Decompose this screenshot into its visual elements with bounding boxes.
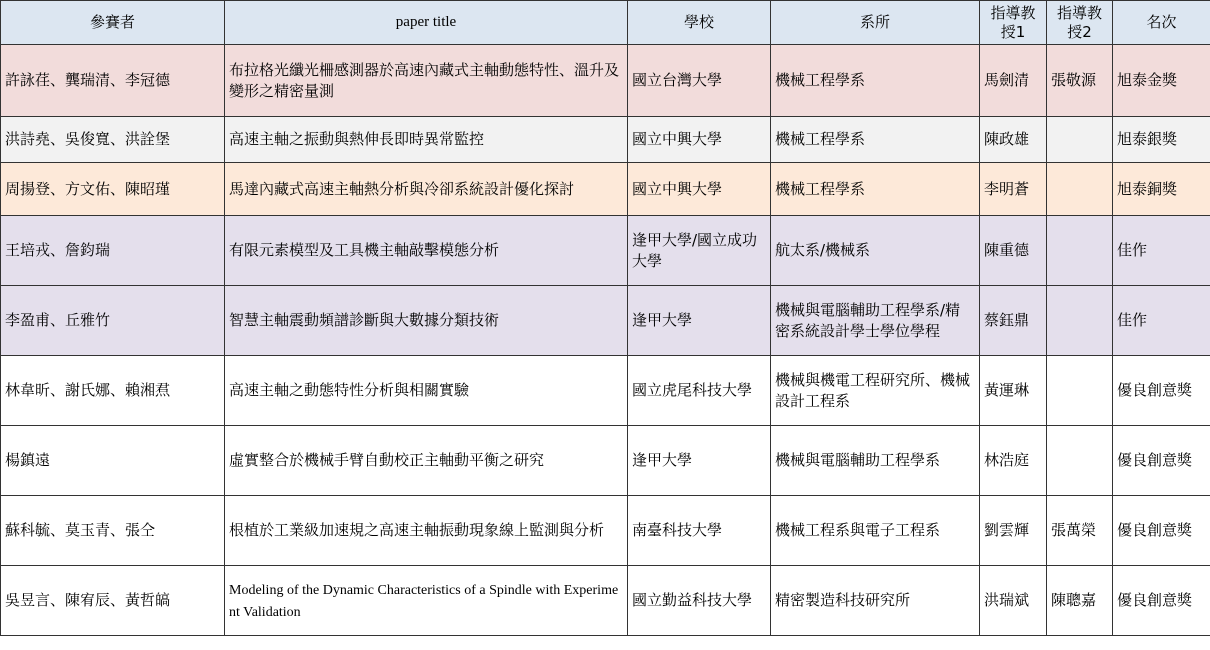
cell-advisor1: 陳政雄	[980, 117, 1047, 163]
cell-rank: 佳作	[1113, 216, 1210, 286]
cell-participants: 許詠荏、龔瑞清、李冠德	[1, 45, 225, 117]
cell-advisor1: 劉雲輝	[980, 496, 1047, 566]
cell-advisor2	[1047, 286, 1113, 356]
cell-paper-title: 馬達內藏式高速主軸熱分析與冷卻系統設計優化探討	[225, 163, 628, 216]
cell-rank: 佳作	[1113, 286, 1210, 356]
cell-school: 國立虎尾科技大學	[628, 356, 771, 426]
cell-rank: 優良創意獎	[1113, 566, 1210, 636]
cell-school: 逢甲大學/國立成功大學	[628, 216, 771, 286]
cell-department: 機械與機電工程研究所、機械設計工程系	[771, 356, 980, 426]
header-advisor2: 指導教授2	[1047, 1, 1113, 45]
cell-school: 南臺科技大學	[628, 496, 771, 566]
cell-advisor1: 黃運琳	[980, 356, 1047, 426]
cell-rank: 旭泰銀獎	[1113, 117, 1210, 163]
cell-participants: 吳昱言、陳宥辰、黃哲皜	[1, 566, 225, 636]
cell-paper-title: 有限元素模型及工具機主軸敲擊模態分析	[225, 216, 628, 286]
cell-department: 機械與電腦輔助工程學系	[771, 426, 980, 496]
cell-school: 國立台灣大學	[628, 45, 771, 117]
cell-participants: 王培戎、詹鈞瑞	[1, 216, 225, 286]
cell-paper-title: 高速主軸之振動與熱伸長即時異常監控	[225, 117, 628, 163]
cell-advisor2: 陳聰嘉	[1047, 566, 1113, 636]
header-paper-title: paper title	[225, 1, 628, 45]
cell-department: 機械工程學系	[771, 117, 980, 163]
table-row	[1, 566, 1210, 636]
cell-advisor1: 馬劍清	[980, 45, 1047, 117]
cell-school: 國立中興大學	[628, 163, 771, 216]
cell-advisor1: 林浩庭	[980, 426, 1047, 496]
cell-school: 逢甲大學	[628, 286, 771, 356]
cell-advisor2	[1047, 426, 1113, 496]
cell-school: 逢甲大學	[628, 426, 771, 496]
cell-department: 機械與電腦輔助工程學系/精密系統設計學士學位學程	[771, 286, 980, 356]
cell-paper-title: 高速主軸之動態特性分析與相關實驗	[225, 356, 628, 426]
cell-department: 機械工程學系	[771, 163, 980, 216]
cell-advisor1: 陳重德	[980, 216, 1047, 286]
cell-department: 航太系/機械系	[771, 216, 980, 286]
cell-school: 國立中興大學	[628, 117, 771, 163]
cell-school: 國立勤益科技大學	[628, 566, 771, 636]
cell-department: 機械工程學系	[771, 45, 980, 117]
cell-rank: 旭泰銅獎	[1113, 163, 1210, 216]
cell-paper-title: 布拉格光纖光柵感測器於高速內藏式主軸動態特性、溫升及變形之精密量測	[225, 45, 628, 117]
cell-advisor1: 蔡鈺鼎	[980, 286, 1047, 356]
table-row	[1, 496, 1210, 566]
cell-advisor2: 張敬源	[1047, 45, 1113, 117]
cell-advisor1: 洪瑞斌	[980, 566, 1047, 636]
table-row	[1, 117, 1210, 163]
cell-paper-title: 智慧主軸震動頻譜診斷與大數據分類技術	[225, 286, 628, 356]
table-row	[1, 163, 1210, 216]
cell-participants: 蘇科毓、莫玉青、張仝	[1, 496, 225, 566]
header-rank: 名次	[1113, 1, 1210, 45]
cell-rank: 優良創意獎	[1113, 496, 1210, 566]
table-row	[1, 45, 1210, 117]
cell-advisor2	[1047, 163, 1113, 216]
cell-advisor2	[1047, 117, 1113, 163]
english-paper-title: Modeling of the Dynamic Characteristics of a Spindle with Experiment Validation	[229, 582, 619, 620]
cell-advisor2: 張萬榮	[1047, 496, 1113, 566]
table-row	[1, 356, 1210, 426]
header-row	[1, 1, 1210, 45]
table-row	[1, 286, 1210, 356]
cell-department: 機械工程系與電子工程系	[771, 496, 980, 566]
cell-rank: 優良創意獎	[1113, 356, 1210, 426]
cell-participants: 周揚登、方文佑、陳昭瑾	[1, 163, 225, 216]
cell-paper-title: 根植於工業級加速規之高速主軸振動現象線上監測與分析	[225, 496, 628, 566]
cell-participants: 林韋昕、謝氏娜、賴湘焄	[1, 356, 225, 426]
header-department: 系所	[771, 1, 980, 45]
cell-participants: 洪詩堯、吳俊寬、洪詮堡	[1, 117, 225, 163]
header-participants: 參賽者	[1, 1, 225, 45]
cell-advisor2	[1047, 216, 1113, 286]
cell-advisor2	[1047, 356, 1113, 426]
cell-paper-title: 虛實整合於機械手臂自動校正主軸動平衡之研究	[225, 426, 628, 496]
cell-participants: 李盈甫、丘雅竹	[1, 286, 225, 356]
cell-advisor1: 李明蒼	[980, 163, 1047, 216]
header-advisor1: 指導教授1	[980, 1, 1047, 45]
cell-participants: 楊鎮遠	[1, 426, 225, 496]
cell-rank: 旭泰金獎	[1113, 45, 1210, 117]
table-row	[1, 216, 1210, 286]
cell-department: 精密製造科技研究所	[771, 566, 980, 636]
header-school: 學校	[628, 1, 771, 45]
cell-paper-title	[225, 566, 628, 636]
cell-rank: 優良創意獎	[1113, 426, 1210, 496]
table-row	[1, 426, 1210, 496]
